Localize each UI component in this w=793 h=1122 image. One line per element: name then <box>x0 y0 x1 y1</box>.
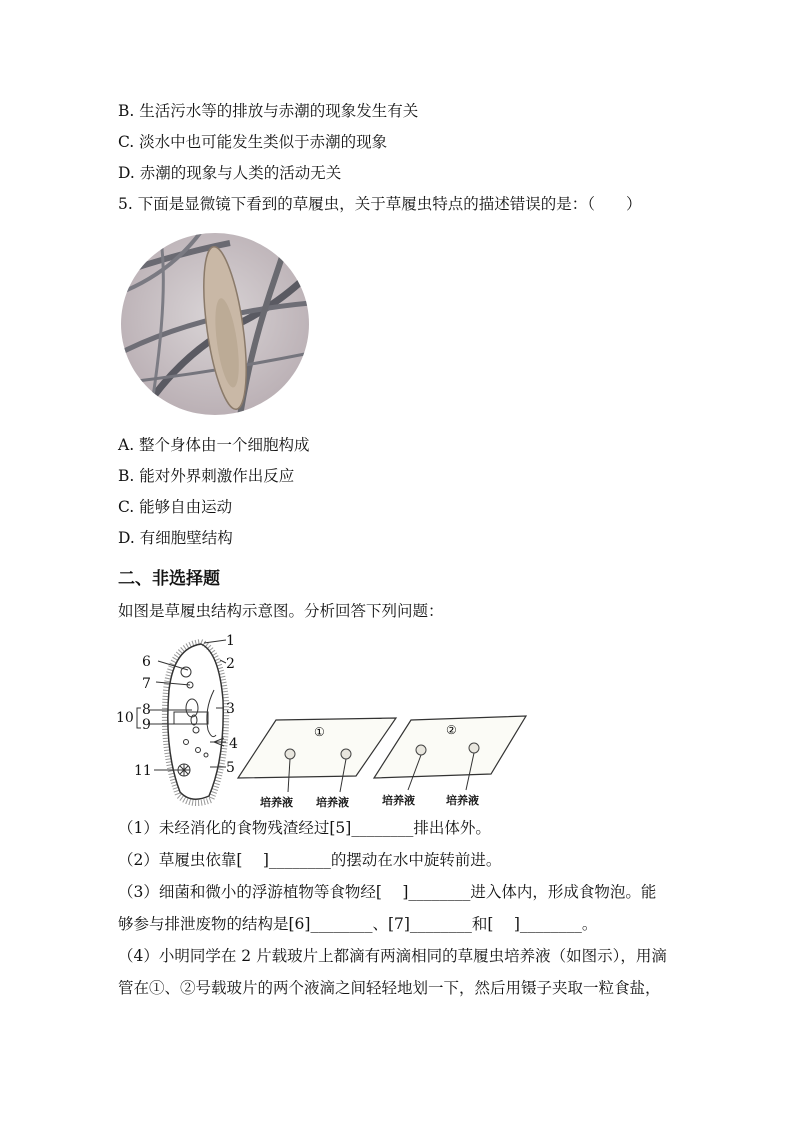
slide-2-mark: ② <box>446 723 457 737</box>
paramecium-structure-diagram <box>116 630 256 810</box>
slide-1-mark: ① <box>314 725 325 739</box>
liquid-label-3: 培养液 <box>382 794 415 807</box>
q5-option-c: C. 能够自由运动 <box>118 498 233 516</box>
q4-option-d: D. 赤潮的现象与人类的活动无关 <box>118 164 342 182</box>
liquid-label-1: 培养液 <box>260 796 293 809</box>
diagram-label-7: 7 <box>142 676 151 692</box>
question-3-line-2: 够参与排泄废物的结构是[6]________、[7]________和[ ]________。 <box>118 915 598 933</box>
q5-option-b: B. 能对外界刺激作出反应 <box>118 467 295 485</box>
question-3-line-1: （3）细菌和微小的浮游植物等食物经[ ]________进入体内，形成食物泡。能 <box>118 883 657 901</box>
q4-option-b: B. 生活污水等的排放与赤潮的现象发生有关 <box>118 102 419 120</box>
q5-option-a: A. 整个身体由一个细胞构成 <box>118 436 310 454</box>
question-4-line-2: 管在①、②号载玻片的两个液滴之间轻轻地划一下，然后用镊子夹取一粒食盐， <box>118 979 661 997</box>
diagram-label-3: 3 <box>226 701 235 717</box>
culture-slides-diagram <box>236 712 528 810</box>
diagram-label-5: 5 <box>226 760 235 776</box>
diagram-label-6: 6 <box>142 654 151 670</box>
diagram-label-2: 2 <box>226 656 235 672</box>
question-2: （2）草履虫依靠[ ]________的摆动在水中旋转前进。 <box>118 851 502 869</box>
diagram-label-10: 10 <box>116 710 134 726</box>
diagram-label-11: 11 <box>134 763 152 779</box>
section-heading: 二、非选择题 <box>118 569 220 589</box>
question-4-line-1: （4）小明同学在 2 片载玻片上都滴有两滴相同的草履虫培养液（如图示），用滴 <box>118 947 667 965</box>
diagram-label-9: 9 <box>142 717 151 733</box>
paramecium-microscope-image <box>120 233 310 416</box>
diagram-label-8: 8 <box>142 702 151 718</box>
diagram-label-4: 4 <box>229 736 238 752</box>
question-1: （1）未经消化的食物残渣经过[5]________排出体外。 <box>118 819 491 837</box>
diagram-label-1: 1 <box>226 633 235 649</box>
q5-option-d: D. 有细胞壁结构 <box>118 529 233 547</box>
liquid-label-2: 培养液 <box>316 796 349 809</box>
liquid-label-4: 培养液 <box>446 794 479 807</box>
section-intro: 如图是草履虫结构示意图。分析回答下列问题： <box>118 602 444 620</box>
q4-option-c: C. 淡水中也可能发生类似于赤潮的现象 <box>118 133 388 151</box>
q5-stem: 5. 下面是显微镜下看到的草履虫，关于草履虫特点的描述错误的是：（ ） <box>118 195 642 213</box>
